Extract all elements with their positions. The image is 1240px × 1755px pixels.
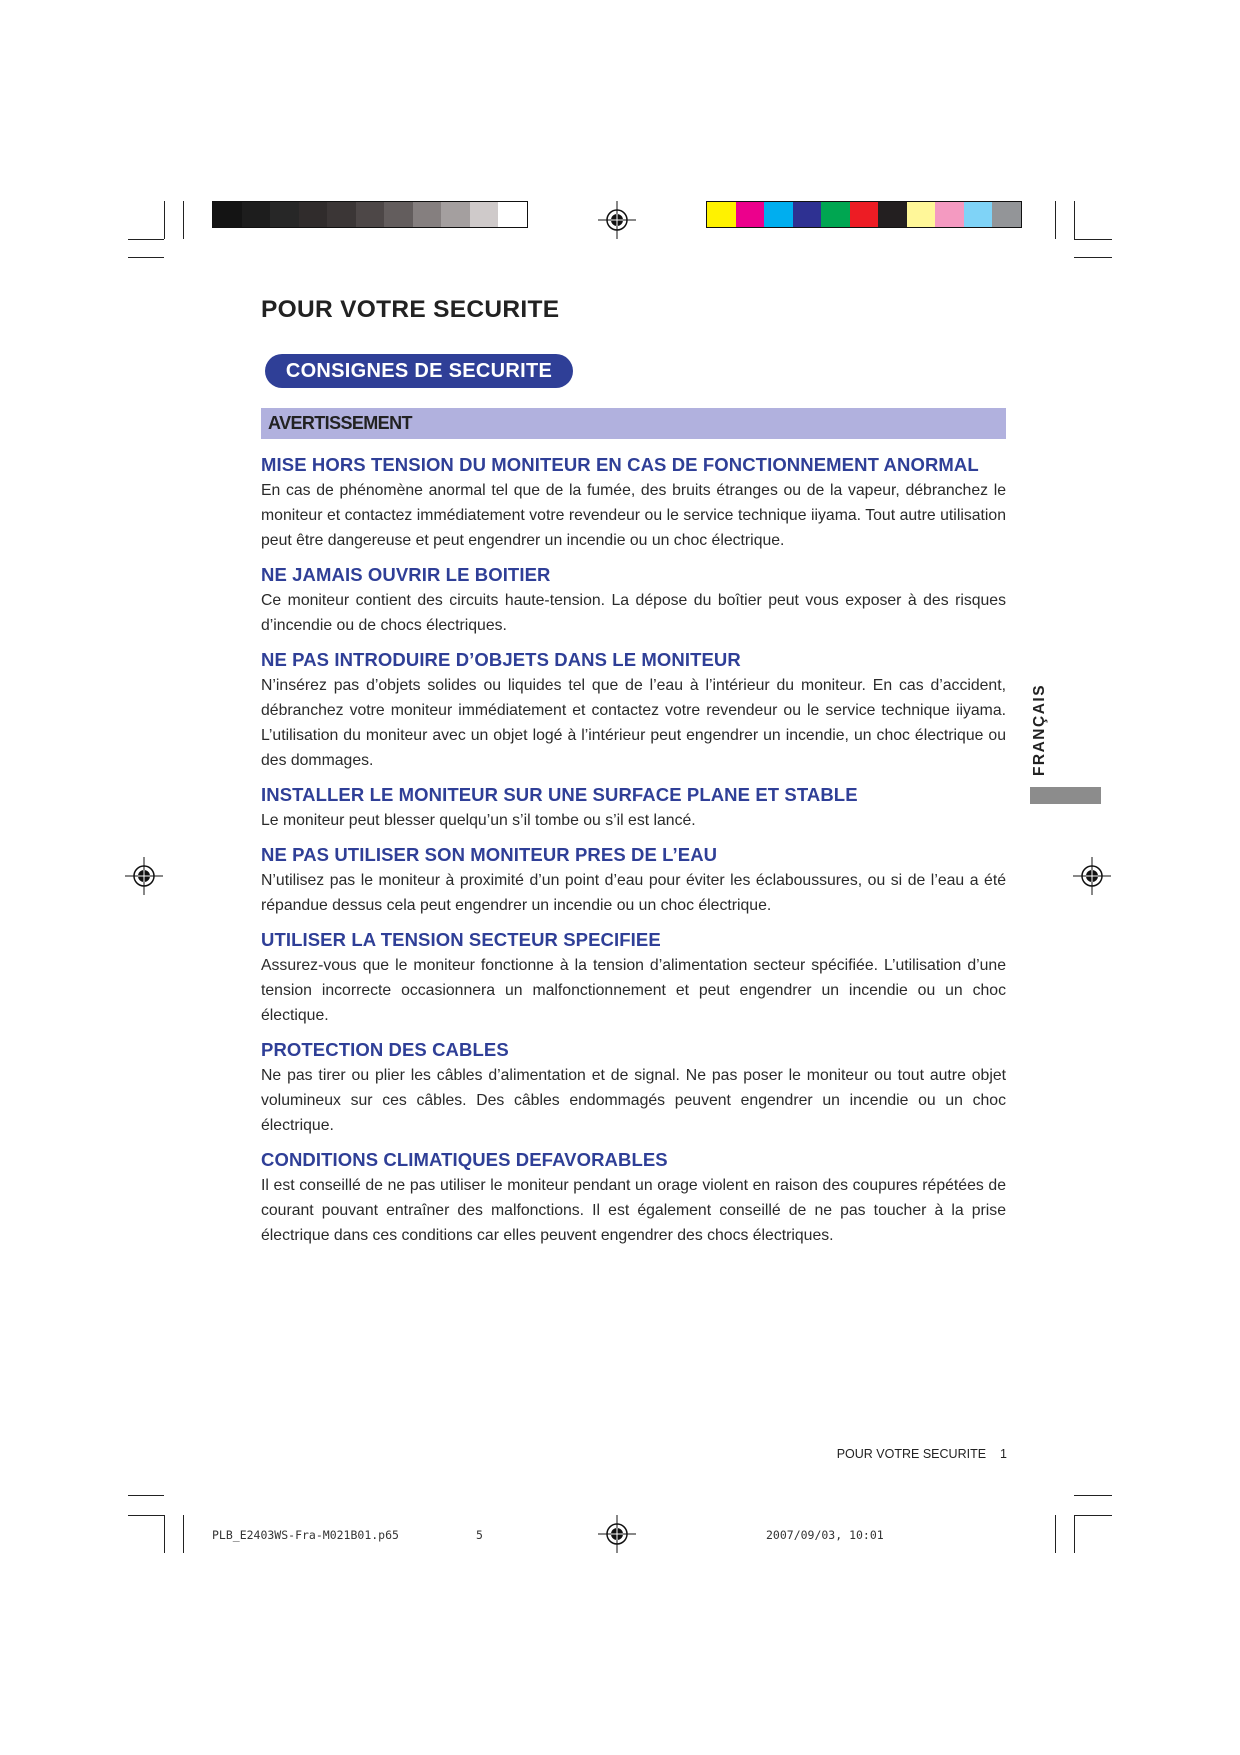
- crop-mark: [128, 1515, 164, 1516]
- registration-mark-icon: [598, 201, 636, 239]
- color-swatch: [384, 202, 413, 227]
- color-swatch: [270, 202, 299, 227]
- color-swatch: [736, 202, 765, 227]
- registration-mark-icon: [598, 1515, 636, 1553]
- safety-section: [261, 647, 1006, 773]
- crop-mark: [183, 201, 184, 239]
- grayscale-color-bar: [212, 201, 528, 228]
- safety-section: [261, 782, 1006, 833]
- section-body: Le moniteur peut blesser quelqu’un s’il tombe ou s’il est lancé.: [261, 812, 696, 829]
- section-heading: MISE HORS TENSION DU MONITEUR EN CAS DE FONCTIONNEMENT ANORMAL: [261, 454, 979, 475]
- section-body: Ce moniteur contient des circuits haute-tension. La dépose du boîtier peut vous exposer à des risques d’incendie ou de chocs électriques.: [261, 592, 1006, 634]
- warning-bar: AVERTISSEMENT: [261, 408, 1006, 439]
- registration-mark-icon: [125, 857, 163, 895]
- language-tab-bar: [1030, 787, 1101, 804]
- crop-mark: [1074, 1515, 1112, 1516]
- color-swatch: [327, 202, 356, 227]
- section-body: N’utilisez pas le moniteur à proximité d’un point d’eau pour éviter les éclaboussures, ou si de l’eau a été répandue dessus cela peut engendrer un incendie ou un choc électrique.: [261, 872, 1006, 914]
- section-heading: NE JAMAIS OUVRIR LE BOITIER: [261, 564, 551, 585]
- color-swatch: [299, 202, 328, 227]
- section-body: Ne pas tirer ou plier les câbles d’alimentation et de signal. Ne pas poser le moniteur ou tout autre objet volumineux sur ces câbles. Des câbles endommagés peuvent engendrer un incendie ou un choc électrique.: [261, 1067, 1006, 1134]
- crop-mark: [128, 239, 164, 240]
- section-pill: CONSIGNES DE SECURITE: [265, 354, 573, 388]
- crop-mark: [1055, 1515, 1056, 1553]
- safety-section: [261, 562, 1006, 638]
- page-number: 1: [1000, 1447, 1007, 1461]
- slug-sheet-number: 5: [476, 1528, 483, 1542]
- crop-mark: [1074, 1515, 1075, 1553]
- language-label: FRANÇAIS: [1031, 683, 1048, 777]
- section-heading: NE PAS INTRODUIRE D’OBJETS DANS LE MONITEUR: [261, 649, 741, 670]
- section-heading: CONDITIONS CLIMATIQUES DEFAVORABLES: [261, 1149, 668, 1170]
- section-body: En cas de phénomène anormal tel que de la fumée, des bruits étranges ou de la vapeur, débranchez le moniteur et contactez immédiatement votre revendeur ou le service technique iiyama. Tout autre utilisation peut être dangereuse et peut engendrer un incendie ou un choc électrique.: [261, 482, 1006, 549]
- crop-mark: [1074, 239, 1112, 240]
- color-swatch: [793, 202, 822, 227]
- color-swatch: [878, 202, 907, 227]
- registration-mark-icon: [1073, 857, 1111, 895]
- section-heading: PROTECTION DES CABLES: [261, 1039, 509, 1060]
- section-body: Assurez-vous que le moniteur fonctionne à la tension d’alimentation secteur spécifiée. L’utilisation d’une tension incorrecte occasionnera un malfonctionnement et peut engendrer un incendie ou un choc électique.: [261, 957, 1006, 1024]
- color-swatch: [821, 202, 850, 227]
- crop-mark: [128, 1495, 164, 1496]
- page-title: POUR VOTRE SECURITE: [261, 296, 560, 323]
- section-heading: UTILISER LA TENSION SECTEUR SPECIFIEE: [261, 929, 661, 950]
- language-side-tab: [1018, 682, 1062, 778]
- safety-section: [261, 927, 1006, 1028]
- color-swatch: [213, 202, 242, 227]
- crop-mark: [1074, 201, 1075, 239]
- color-swatch: [470, 202, 499, 227]
- section-body: Il est conseillé de ne pas utiliser le moniteur pendant un orage violent en raison des coupures répétées de courant pouvant entraîner des malfonctions. Il est également conseillé de ne pas toucher à la prise électrique dans ces conditions car elles peuvent engendrer des chocs électriques.: [261, 1177, 1006, 1244]
- page-footer: [837, 1447, 1007, 1461]
- crop-mark: [183, 1515, 184, 1553]
- safety-section: [261, 1147, 1006, 1248]
- color-swatch: [764, 202, 793, 227]
- footer-section-title: POUR VOTRE SECURITE: [836, 1447, 987, 1461]
- color-swatch: [498, 202, 527, 227]
- color-swatch: [992, 202, 1021, 227]
- section-heading: NE PAS UTILISER SON MONITEUR PRES DE L’EAU: [261, 844, 718, 865]
- slug-filename: PLB_E2403WS-Fra-M021B01.p65: [212, 1528, 399, 1542]
- section-body: N’insérez pas d’objets solides ou liquides tel que de l’eau à l’intérieur du moniteur. En cas d’accident, débranchez votre moniteur immédiatement et contactez votre revendeur ou le service technique iiyama. L’utilisation du moniteur avec un objet logé à l’intérieur peut engendrer un incendie, un choc électrique ou des dommages.: [261, 677, 1006, 769]
- crop-mark: [1074, 1495, 1112, 1496]
- slug-timestamp: 2007/09/03, 10:01: [766, 1528, 884, 1542]
- color-swatch: [441, 202, 470, 227]
- color-swatch: [242, 202, 271, 227]
- safety-section: [261, 1037, 1006, 1138]
- color-swatch: [907, 202, 936, 227]
- color-swatch: [356, 202, 385, 227]
- color-swatch: [935, 202, 964, 227]
- safety-section: [261, 842, 1006, 918]
- process-color-bar: [706, 201, 1022, 228]
- safety-sections: [261, 452, 1006, 1257]
- color-swatch: [413, 202, 442, 227]
- color-swatch: [707, 202, 736, 227]
- safety-section: [261, 452, 1006, 553]
- crop-mark: [164, 1515, 165, 1553]
- crop-mark: [164, 201, 165, 239]
- crop-mark: [1055, 201, 1056, 239]
- crop-mark: [128, 257, 164, 258]
- section-heading: INSTALLER LE MONITEUR SUR UNE SURFACE PLANE ET STABLE: [261, 784, 858, 805]
- color-swatch: [850, 202, 879, 227]
- color-swatch: [964, 202, 993, 227]
- crop-mark: [1074, 257, 1112, 258]
